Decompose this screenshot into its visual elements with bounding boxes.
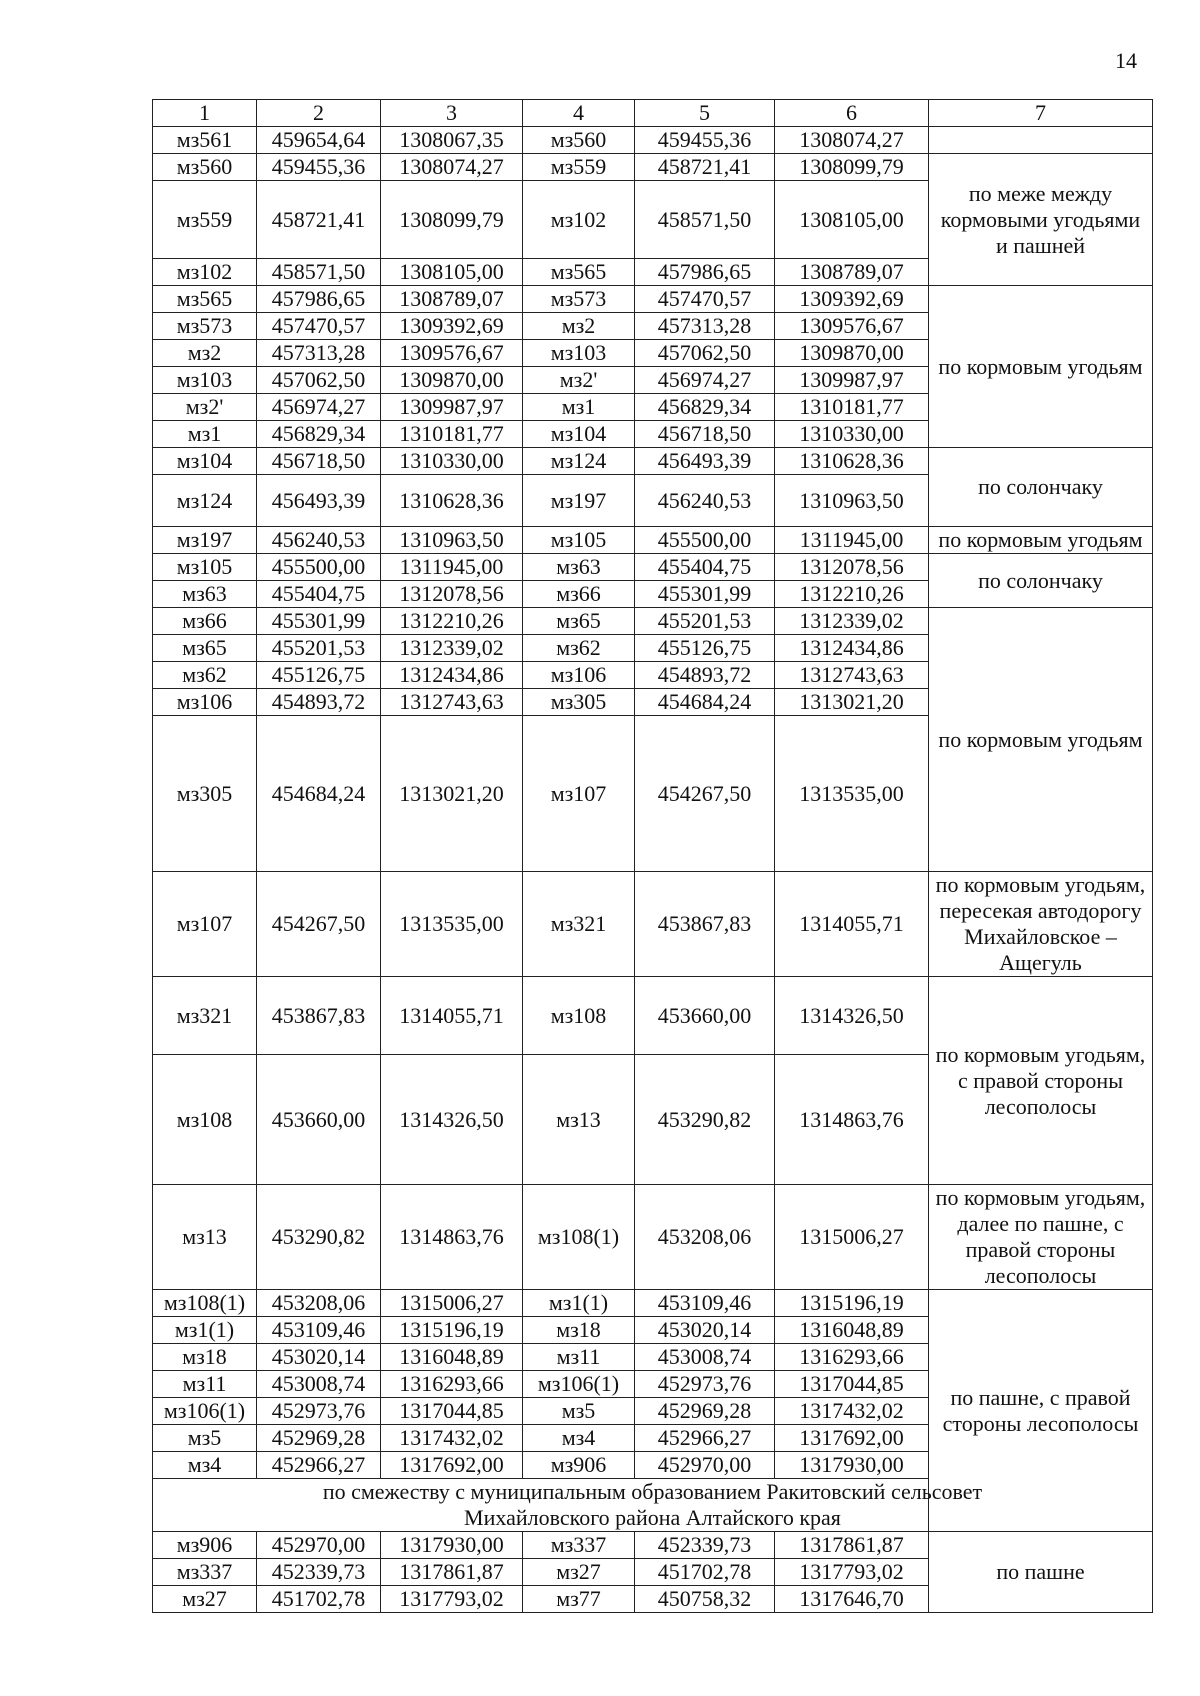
coordinate-cell: 452339,73 — [257, 1559, 381, 1586]
coordinate-cell: 455500,00 — [257, 554, 381, 581]
coordinate-cell: 1312743,63 — [381, 689, 523, 716]
point-id-cell: мз106(1) — [523, 1371, 635, 1398]
point-id-cell: мз197 — [153, 527, 257, 554]
point-id-cell: мз108 — [153, 1055, 257, 1185]
point-id-cell: мз108(1) — [523, 1185, 635, 1290]
coordinate-cell: 1310181,77 — [381, 421, 523, 448]
coordinate-cell: 1316293,66 — [381, 1371, 523, 1398]
coordinate-cell: 457313,28 — [635, 313, 775, 340]
coordinate-cell: 1310628,36 — [381, 475, 523, 527]
coordinate-cell: 451702,78 — [257, 1586, 381, 1613]
coordinate-cell: 455201,53 — [257, 635, 381, 662]
coordinate-cell: 452966,27 — [257, 1452, 381, 1479]
coordinate-cell: 1312434,86 — [775, 635, 929, 662]
coordinate-cell: 454267,50 — [635, 716, 775, 872]
coordinate-cell: 1317044,85 — [775, 1371, 929, 1398]
point-id-cell: мз66 — [153, 608, 257, 635]
coordinate-cell: 458721,41 — [257, 181, 381, 259]
coordinate-cell: 457313,28 — [257, 340, 381, 367]
coordinate-cell: 452969,28 — [257, 1425, 381, 1452]
point-id-cell: мз13 — [523, 1055, 635, 1185]
point-id-cell: мз62 — [153, 662, 257, 689]
header-cell: 3 — [381, 100, 523, 127]
point-id-cell: мз1(1) — [523, 1290, 635, 1317]
coordinate-cell: 453208,06 — [635, 1185, 775, 1290]
coordinate-cell: 453008,74 — [257, 1371, 381, 1398]
point-id-cell: мз108(1) — [153, 1290, 257, 1317]
point-id-cell: мз18 — [153, 1344, 257, 1371]
header-row — [153, 100, 1153, 127]
coordinate-cell: 1312078,56 — [381, 581, 523, 608]
coordinate-cell: 457986,65 — [635, 259, 775, 286]
coordinate-cell: 1312339,02 — [775, 608, 929, 635]
point-id-cell: мз560 — [153, 154, 257, 181]
coordinate-cell: 457470,57 — [257, 313, 381, 340]
section-heading — [153, 1479, 1153, 1532]
boundary-description-cell: по кормовым угодьям — [929, 286, 1153, 448]
coordinate-cell: 1314326,50 — [775, 977, 929, 1055]
coordinate-cell: 452973,76 — [257, 1398, 381, 1425]
point-id-cell: мз105 — [523, 527, 635, 554]
coordinate-cell: 1308099,79 — [775, 154, 929, 181]
point-id-cell: мз63 — [523, 554, 635, 581]
coordinate-cell: 1308067,35 — [381, 127, 523, 154]
table-row — [153, 977, 1153, 1055]
table-row — [153, 1532, 1153, 1559]
coordinate-cell: 1317692,00 — [775, 1425, 929, 1452]
point-id-cell: мз63 — [153, 581, 257, 608]
coordinate-cell: 1311945,00 — [381, 554, 523, 581]
point-id-cell: мз13 — [153, 1185, 257, 1290]
table-row — [153, 608, 1153, 635]
coordinate-cell: 1310330,00 — [381, 448, 523, 475]
coordinate-cell: 1317432,02 — [775, 1398, 929, 1425]
boundary-description-cell: по пашне — [929, 1532, 1153, 1613]
coordinate-cell: 1313535,00 — [775, 716, 929, 872]
boundary-description-cell: по меже между кормовыми угодьями и пашней — [929, 154, 1153, 286]
coordinate-cell: 1308105,00 — [381, 259, 523, 286]
point-id-cell: мз104 — [523, 421, 635, 448]
table-row — [153, 127, 1153, 154]
point-id-cell: мз573 — [153, 313, 257, 340]
section-row — [153, 1479, 1153, 1532]
table-row — [153, 554, 1153, 581]
coordinate-cell: 1308099,79 — [381, 181, 523, 259]
point-id-cell: мз337 — [523, 1532, 635, 1559]
coordinate-cell: 1316293,66 — [775, 1344, 929, 1371]
coordinate-cell: 1314055,71 — [775, 872, 929, 977]
boundary-description-cell: по кормовым угодьям, далее по пашне, с правой стороны лесополосы — [929, 1185, 1153, 1290]
coordinate-cell: 1316048,89 — [381, 1344, 523, 1371]
coordinate-cell: 455126,75 — [257, 662, 381, 689]
point-id-cell: мз103 — [523, 340, 635, 367]
point-id-cell: мз104 — [153, 448, 257, 475]
point-id-cell: мз4 — [523, 1425, 635, 1452]
coordinate-cell: 1317861,87 — [381, 1559, 523, 1586]
coordinate-cell: 1315006,27 — [381, 1290, 523, 1317]
coordinate-cell: 1308789,07 — [775, 259, 929, 286]
coordinate-cell: 455301,99 — [635, 581, 775, 608]
point-id-cell: мз77 — [523, 1586, 635, 1613]
coordinate-cell: 459455,36 — [257, 154, 381, 181]
coordinate-cell: 459654,64 — [257, 127, 381, 154]
point-id-cell: мз2 — [153, 340, 257, 367]
coordinate-cell: 453290,82 — [635, 1055, 775, 1185]
boundary-description-cell — [929, 127, 1153, 154]
point-id-cell: мз102 — [523, 181, 635, 259]
coordinate-cell: 1317793,02 — [775, 1559, 929, 1586]
coordinate-cell: 1313021,20 — [381, 716, 523, 872]
point-id-cell: мз107 — [153, 872, 257, 977]
table-row — [153, 154, 1153, 181]
coordinate-cell: 1314055,71 — [381, 977, 523, 1055]
header-cell: 5 — [635, 100, 775, 127]
point-id-cell: мз124 — [153, 475, 257, 527]
coordinate-cell: 456240,53 — [257, 527, 381, 554]
coordinate-cell: 456718,50 — [635, 421, 775, 448]
header-cell: 7 — [929, 100, 1153, 127]
coordinate-cell: 453660,00 — [635, 977, 775, 1055]
coordinate-cell: 457062,50 — [635, 340, 775, 367]
coordinate-cell: 457062,50 — [257, 367, 381, 394]
coordinate-cell: 1314863,76 — [381, 1185, 523, 1290]
boundary-description-cell: по солончаку — [929, 554, 1153, 608]
point-id-cell: мз105 — [153, 554, 257, 581]
coordinate-cell: 453660,00 — [257, 1055, 381, 1185]
coordinate-cell: 1310330,00 — [775, 421, 929, 448]
coordinate-cell: 1309576,67 — [381, 340, 523, 367]
coordinate-cell: 453867,83 — [257, 977, 381, 1055]
point-id-cell: мз106 — [523, 662, 635, 689]
coordinate-cell: 455201,53 — [635, 608, 775, 635]
coordinate-cell: 1309870,00 — [381, 367, 523, 394]
coordinate-cell: 1309987,97 — [381, 394, 523, 421]
table-row — [153, 527, 1153, 554]
coordinate-cell: 1317793,02 — [381, 1586, 523, 1613]
coordinate-cell: 450758,32 — [635, 1586, 775, 1613]
coordinate-cell: 1309576,67 — [775, 313, 929, 340]
coordinate-cell: 452970,00 — [257, 1532, 381, 1559]
point-id-cell: мз305 — [153, 716, 257, 872]
boundary-description-cell: по кормовым угодьям, пересекая автодорогу Михайловское – Ащегуль — [929, 872, 1153, 977]
header-cell: 2 — [257, 100, 381, 127]
point-id-cell: мз305 — [523, 689, 635, 716]
point-id-cell: мз4 — [153, 1452, 257, 1479]
coordinate-cell: 456493,39 — [257, 475, 381, 527]
boundary-coordinates-table — [152, 99, 1153, 1613]
coordinate-cell: 1315006,27 — [775, 1185, 929, 1290]
boundary-description-cell: по кормовым угодьям — [929, 527, 1153, 554]
point-id-cell: мз102 — [153, 259, 257, 286]
coordinate-cell: 459455,36 — [635, 127, 775, 154]
point-id-cell: мз11 — [523, 1344, 635, 1371]
coordinate-cell: 1317044,85 — [381, 1398, 523, 1425]
coordinate-cell: 1314326,50 — [381, 1055, 523, 1185]
section-heading-line: по смежеству с муниципальным образованием Ракитовский сельсовет — [322, 1479, 983, 1504]
coordinate-cell: 1309392,69 — [381, 313, 523, 340]
coordinate-cell: 1313021,20 — [775, 689, 929, 716]
coordinate-cell: 1317930,00 — [775, 1452, 929, 1479]
coordinate-cell: 456829,34 — [635, 394, 775, 421]
coordinate-cell: 1317646,70 — [775, 1586, 929, 1613]
coordinate-cell: 456974,27 — [257, 394, 381, 421]
coordinate-cell: 453867,83 — [635, 872, 775, 977]
coordinate-cell: 452339,73 — [635, 1532, 775, 1559]
coordinate-cell: 452969,28 — [635, 1398, 775, 1425]
coordinate-cell: 1313535,00 — [381, 872, 523, 977]
header-cell: 4 — [523, 100, 635, 127]
coordinate-cell: 453290,82 — [257, 1185, 381, 1290]
table-row — [153, 286, 1153, 313]
coordinate-cell: 453208,06 — [257, 1290, 381, 1317]
coordinate-cell: 1308074,27 — [775, 127, 929, 154]
header-cell: 1 — [153, 100, 257, 127]
coordinate-cell: 456829,34 — [257, 421, 381, 448]
coordinate-cell: 1308789,07 — [381, 286, 523, 313]
point-id-cell: мз573 — [523, 286, 635, 313]
coordinate-cell: 1316048,89 — [775, 1317, 929, 1344]
point-id-cell: мз5 — [153, 1425, 257, 1452]
table-row — [153, 1185, 1153, 1290]
coordinate-cell: 1317432,02 — [381, 1425, 523, 1452]
point-id-cell: мз321 — [523, 872, 635, 977]
table-row — [153, 872, 1153, 977]
coordinate-cell: 456240,53 — [635, 475, 775, 527]
coordinate-cell: 458571,50 — [635, 181, 775, 259]
point-id-cell: мз906 — [523, 1452, 635, 1479]
coordinate-cell: 454684,24 — [257, 716, 381, 872]
coordinate-cell: 452973,76 — [635, 1371, 775, 1398]
boundary-description-cell: по кормовым угодьям, с правой стороны лесополосы — [929, 977, 1153, 1185]
coordinate-cell: 452966,27 — [635, 1425, 775, 1452]
point-id-cell: мз565 — [523, 259, 635, 286]
coordinate-cell: 1310963,50 — [775, 475, 929, 527]
coordinate-cell: 452970,00 — [635, 1452, 775, 1479]
boundary-description-cell: по пашне, с правой стороны лесополосы — [929, 1290, 1153, 1532]
point-id-cell: мз906 — [153, 1532, 257, 1559]
point-id-cell: мз62 — [523, 635, 635, 662]
coordinate-cell: 1317930,00 — [381, 1532, 523, 1559]
coordinate-cell: 1314863,76 — [775, 1055, 929, 1185]
point-id-cell: мз2' — [523, 367, 635, 394]
coordinate-cell: 1315196,19 — [381, 1317, 523, 1344]
coordinate-cell: 457986,65 — [257, 286, 381, 313]
coordinate-cell: 1312078,56 — [775, 554, 929, 581]
coordinate-cell: 454267,50 — [257, 872, 381, 977]
point-id-cell: мз103 — [153, 367, 257, 394]
coordinate-cell: 456493,39 — [635, 448, 775, 475]
coordinate-cell: 1309987,97 — [775, 367, 929, 394]
coordinate-cell: 1308074,27 — [381, 154, 523, 181]
point-id-cell: мз1 — [523, 394, 635, 421]
point-id-cell: мз1(1) — [153, 1317, 257, 1344]
table-row — [153, 448, 1153, 475]
coordinate-cell: 458721,41 — [635, 154, 775, 181]
coordinate-cell: 458571,50 — [257, 259, 381, 286]
coordinate-cell: 1310963,50 — [381, 527, 523, 554]
coordinate-cell: 1317861,87 — [775, 1532, 929, 1559]
point-id-cell: мз27 — [523, 1559, 635, 1586]
point-id-cell: мз106(1) — [153, 1398, 257, 1425]
coordinate-cell: 455404,75 — [635, 554, 775, 581]
point-id-cell: мз27 — [153, 1586, 257, 1613]
coordinate-cell: 1312434,86 — [381, 662, 523, 689]
point-id-cell: мз559 — [153, 181, 257, 259]
point-id-cell: мз18 — [523, 1317, 635, 1344]
header-cell: 6 — [775, 100, 929, 127]
coordinate-cell: 453109,46 — [257, 1317, 381, 1344]
coordinate-cell: 453020,14 — [635, 1317, 775, 1344]
coordinate-cell: 1310181,77 — [775, 394, 929, 421]
coordinate-cell: 453109,46 — [635, 1290, 775, 1317]
point-id-cell: мз197 — [523, 475, 635, 527]
coordinate-cell: 454893,72 — [635, 662, 775, 689]
coordinate-cell: 456718,50 — [257, 448, 381, 475]
point-id-cell: мз560 — [523, 127, 635, 154]
coordinate-cell: 454684,24 — [635, 689, 775, 716]
point-id-cell: мз2 — [523, 313, 635, 340]
point-id-cell: мз1 — [153, 421, 257, 448]
coordinate-cell: 454893,72 — [257, 689, 381, 716]
point-id-cell: мз65 — [153, 635, 257, 662]
point-id-cell: мз561 — [153, 127, 257, 154]
coordinate-cell: 455301,99 — [257, 608, 381, 635]
point-id-cell: мз108 — [523, 977, 635, 1055]
point-id-cell: мз321 — [153, 977, 257, 1055]
coordinate-cell: 455404,75 — [257, 581, 381, 608]
point-id-cell: мз124 — [523, 448, 635, 475]
coordinate-cell: 453020,14 — [257, 1344, 381, 1371]
point-id-cell: мз65 — [523, 608, 635, 635]
coordinate-cell: 1312743,63 — [775, 662, 929, 689]
coordinate-cell: 1312339,02 — [381, 635, 523, 662]
coordinate-cell: 453008,74 — [635, 1344, 775, 1371]
coordinate-cell: 1309392,69 — [775, 286, 929, 313]
point-id-cell: мз11 — [153, 1371, 257, 1398]
coordinate-cell: 1312210,26 — [775, 581, 929, 608]
point-id-cell: мз565 — [153, 286, 257, 313]
point-id-cell: мз66 — [523, 581, 635, 608]
point-id-cell: мз107 — [523, 716, 635, 872]
coordinate-cell: 455500,00 — [635, 527, 775, 554]
point-id-cell: мз106 — [153, 689, 257, 716]
table-row — [153, 1290, 1153, 1317]
coordinate-cell: 1317692,00 — [381, 1452, 523, 1479]
page-number: 14 — [1115, 48, 1137, 73]
section-heading-line: Михайловского района Алтайского края — [464, 1505, 841, 1530]
coordinate-cell: 1309870,00 — [775, 340, 929, 367]
coordinate-cell: 1308105,00 — [775, 181, 929, 259]
coordinate-cell: 1311945,00 — [775, 527, 929, 554]
coordinate-cell: 455126,75 — [635, 635, 775, 662]
point-id-cell: мз2' — [153, 394, 257, 421]
coordinate-cell: 1312210,26 — [381, 608, 523, 635]
point-id-cell: мз337 — [153, 1559, 257, 1586]
point-id-cell: мз5 — [523, 1398, 635, 1425]
boundary-description-cell: по кормовым угодьям — [929, 608, 1153, 872]
coordinate-cell: 457470,57 — [635, 286, 775, 313]
point-id-cell: мз559 — [523, 154, 635, 181]
coordinate-cell: 1315196,19 — [775, 1290, 929, 1317]
boundary-description-cell: по солончаку — [929, 448, 1153, 527]
coordinate-cell: 456974,27 — [635, 367, 775, 394]
coordinate-cell: 1310628,36 — [775, 448, 929, 475]
coordinate-cell: 451702,78 — [635, 1559, 775, 1586]
